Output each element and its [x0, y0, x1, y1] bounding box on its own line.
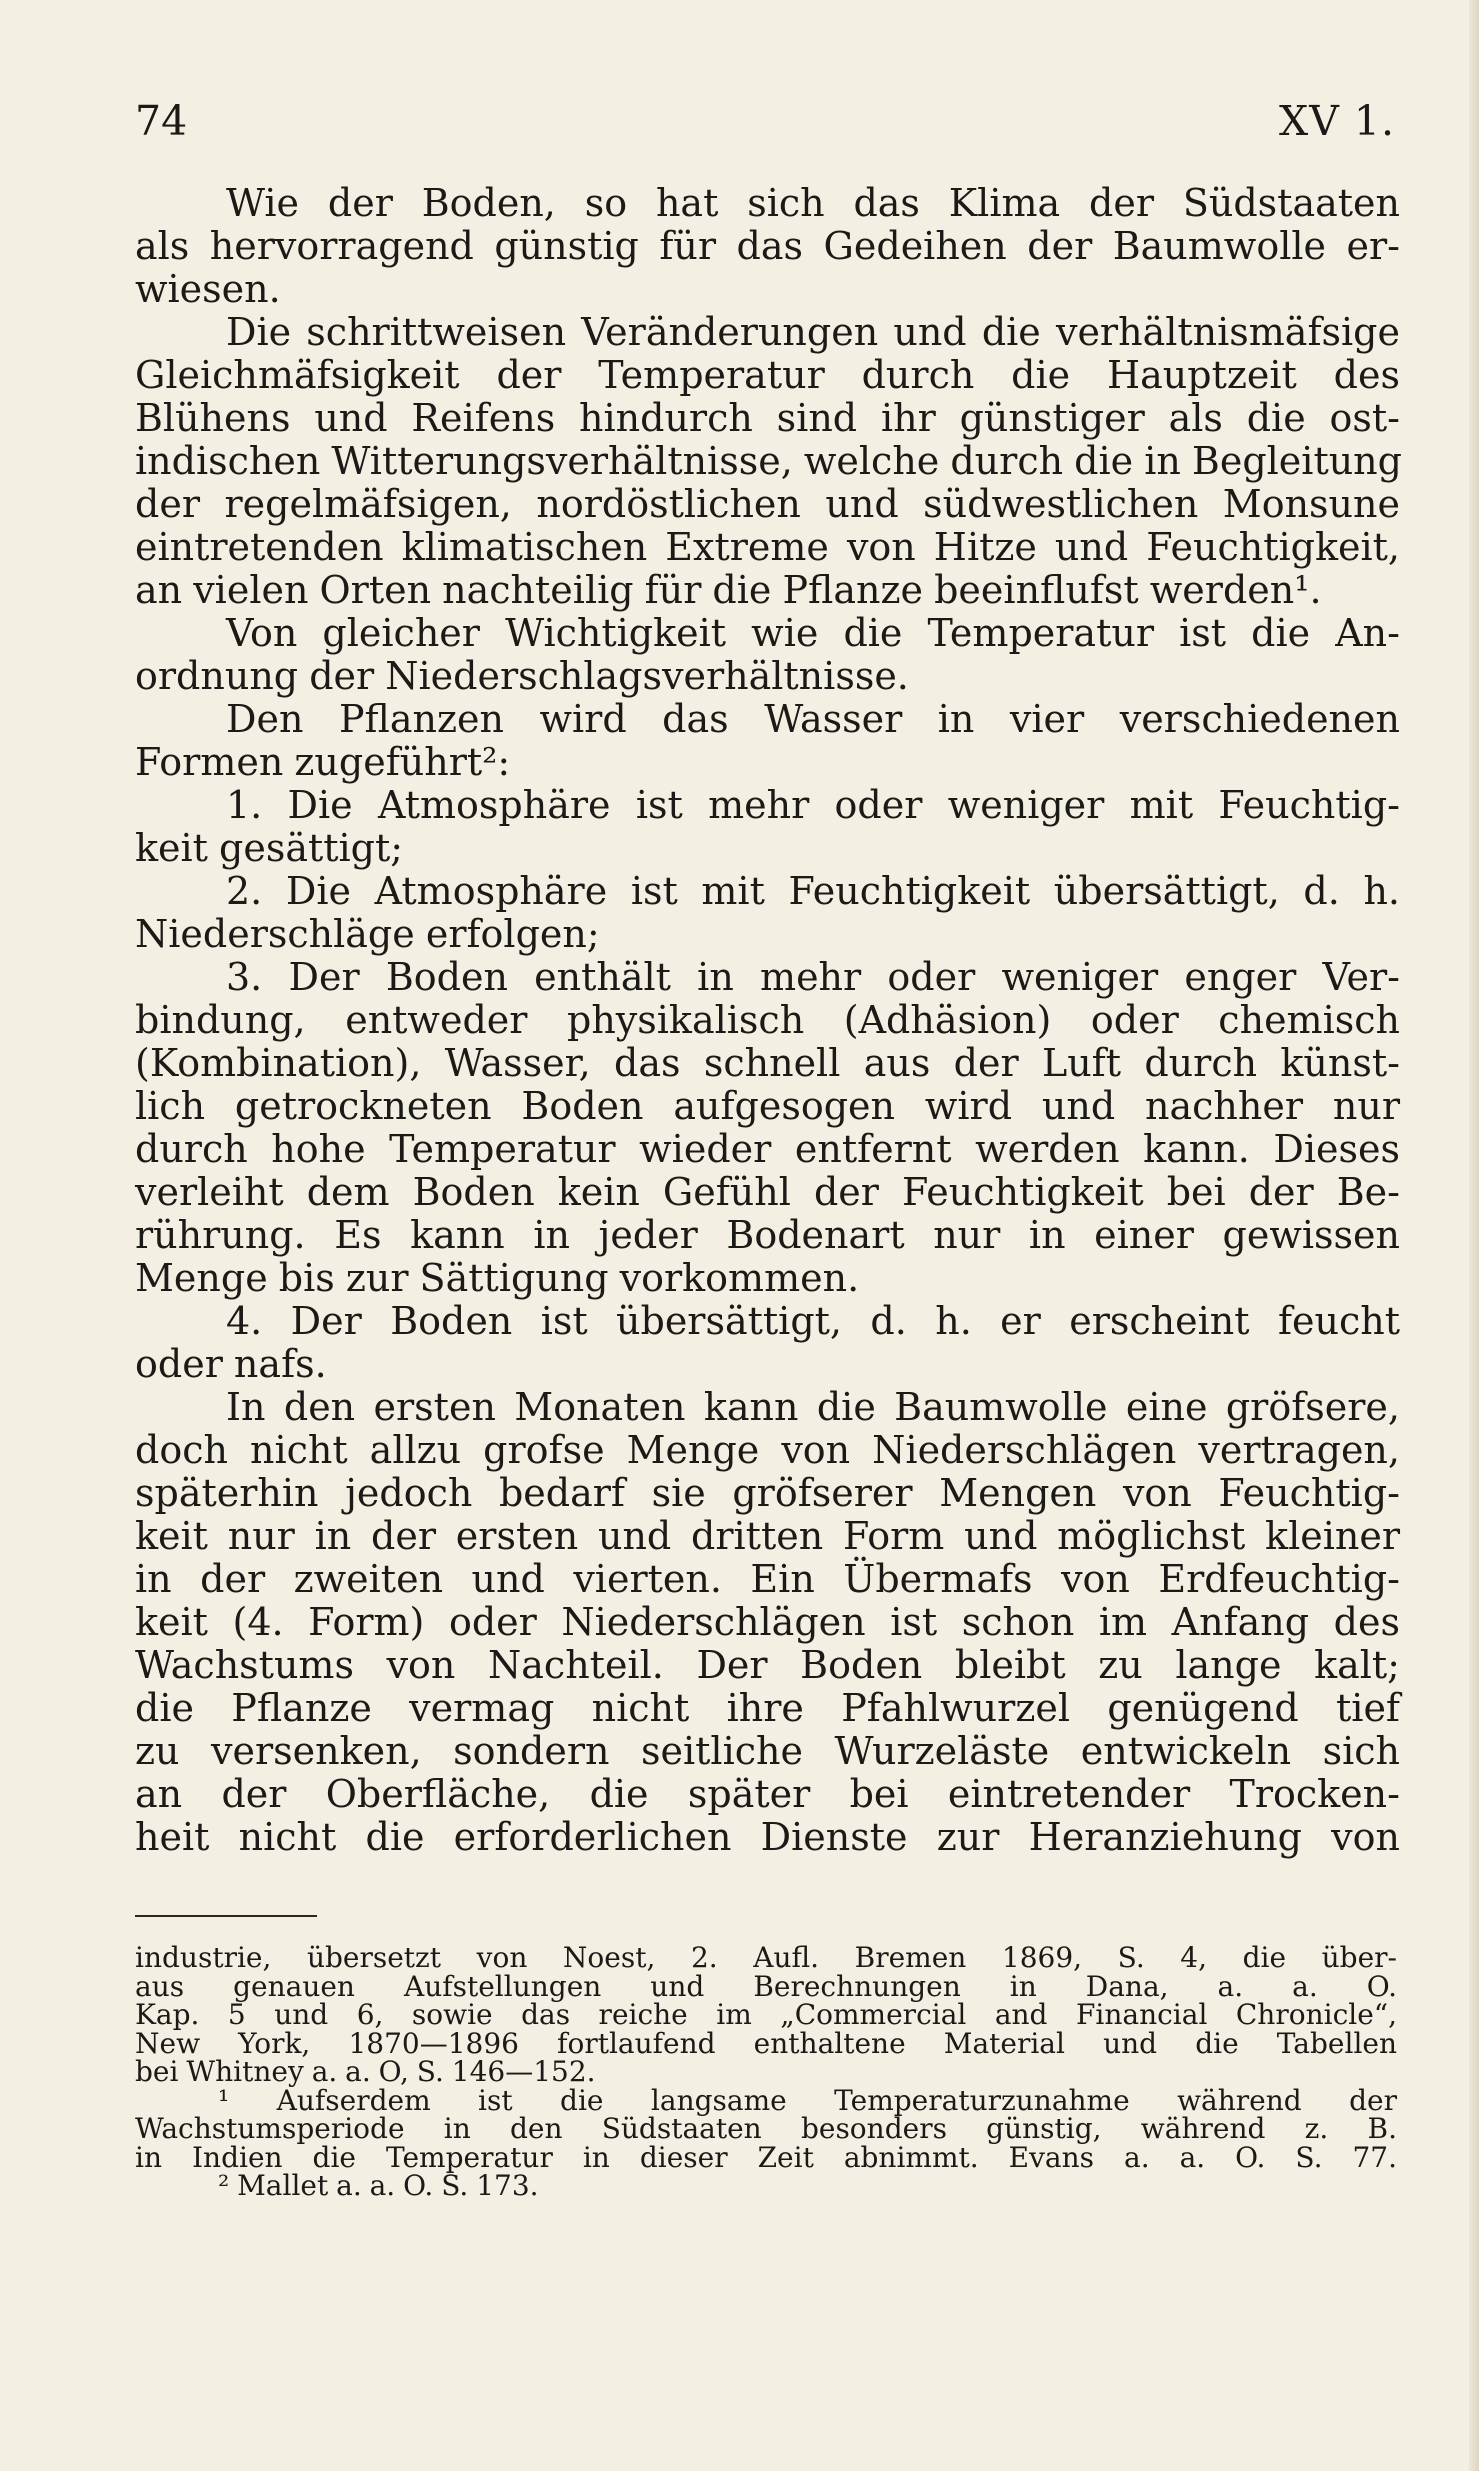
- text-line: Von gleicher Wichtigkeit wie die Temperatur ist die An-: [226, 611, 1400, 655]
- text-line: Den Pflanzen wird das Wasser in vier verschiedenen: [226, 697, 1400, 741]
- text-line: die Pflanze vermag nicht ihre Pfahlwurzel genügend tief: [135, 1686, 1400, 1730]
- running-header: [135, 98, 1395, 144]
- footnotes: [135, 1941, 1397, 2202]
- footnote-line: Wachstumsperiode in den Südstaaten besonders günstig, während z. B.: [135, 2112, 1397, 2145]
- text-line: (Kombination), Wasser, das schnell aus der Luft durch künst-: [135, 1041, 1400, 1085]
- text-line: Niederschläge erfolgen;: [135, 912, 600, 956]
- text-line: lich getrockneten Boden aufgesogen wird und nachher nur: [135, 1084, 1400, 1128]
- text-line: Die schrittweisen Veränderungen und die verhältnismäfsige: [226, 310, 1400, 354]
- text-line: eintretenden klimatischen Extreme von Hitze und Feuchtigkeit,: [135, 525, 1400, 569]
- text-line: keit nur in der ersten und dritten Form und möglichst kleiner: [135, 1514, 1400, 1558]
- text-line: bindung, entweder physikalisch (Adhäsion) oder chemisch: [135, 998, 1400, 1042]
- text-line: in der zweiten und vierten. Ein Übermafs von Erdfeuchtig-: [135, 1557, 1400, 1601]
- footnote-line: industrie, übersetzt von Noest, 2. Aufl. Bremen 1869, S. 4, die über-: [135, 1941, 1397, 1974]
- page-edge-shadow: [1469, 0, 1479, 2471]
- text-line: 2. Die Atmosphäre ist mit Feuchtigkeit übersättigt, d. h.: [226, 869, 1400, 913]
- text-line: 4. Der Boden ist übersättigt, d. h. er erscheint feucht: [226, 1299, 1400, 1343]
- main-text: [135, 182, 1400, 1859]
- footnote-line: in Indien die Temperatur in dieser Zeit abnimmt. Evans a. a. O. S. 77.: [135, 2140, 1397, 2174]
- text-line: In den ersten Monaten kann die Baumwolle eine gröfsere,: [226, 1385, 1400, 1429]
- text-line: der regelmäfsigen, nordöstlichen und südwestlichen Monsune: [135, 482, 1400, 526]
- text-line: Blühens und Reifens hindurch sind ihr günstiger als die ost-: [135, 396, 1400, 440]
- text-line: verleiht dem Boden kein Gefühl der Feuchtigkeit bei der Be-: [135, 1170, 1400, 1214]
- footnote-line: bei Whitney a. a. O, S. 146—152.: [135, 2055, 596, 2088]
- text-line: an der Oberfläche, die später bei eintretender Trocken-: [135, 1772, 1400, 1816]
- text-line: Wachstums von Nachteil. Der Boden bleibt zu lange kalt;: [135, 1643, 1400, 1687]
- text-line: ordnung der Niederschlagsverhältnisse.: [135, 654, 909, 698]
- text-line: wiesen.: [135, 267, 281, 311]
- text-line: späterhin jedoch bedarf sie gröfserer Mengen von Feuchtig-: [135, 1471, 1400, 1515]
- footnote-rule: [135, 1915, 317, 1917]
- text-line: Formen zugeführt²:: [135, 740, 511, 784]
- text-line: heit nicht die erforderlichen Dienste zur Heranziehung von: [135, 1815, 1400, 1859]
- footnote-line: Kap. 5 und 6, sowie das reiche im „Commercial and Financial Chronicle“,: [135, 1998, 1397, 2031]
- text-line: durch hohe Temperatur wieder entfernt werden kann. Dieses: [135, 1127, 1400, 1171]
- text-line: indischen Witterungsverhältnisse, welche durch die in Begleitung: [135, 439, 1402, 483]
- text-line: doch nicht allzu grofse Menge von Niederschlägen vertragen,: [135, 1428, 1400, 1472]
- text-line: 1. Die Atmosphäre ist mehr oder weniger mit Feuchtig-: [226, 783, 1400, 827]
- text-line: zu versenken, sondern seitliche Wurzeläste entwickeln sich: [135, 1729, 1400, 1773]
- signature-mark: XV 1.: [1279, 97, 1395, 145]
- text-line: Menge bis zur Sättigung vorkommen.: [135, 1256, 860, 1300]
- text-line: rührung. Es kann in jeder Bodenart nur in einer gewissen: [135, 1213, 1400, 1257]
- text-line: keit gesättigt;: [135, 826, 404, 870]
- page-number: 74: [135, 97, 188, 145]
- text-line: Wie der Boden, so hat sich das Klima der Südstaaten: [226, 181, 1400, 225]
- footnote-line: aus genauen Aufstellungen und Berechnungen in Dana, a. a. O.: [135, 1969, 1397, 2003]
- footnote-line: ¹ Aufserdem ist die langsame Temperaturzunahme während der: [218, 2083, 1397, 2117]
- text-line: Gleichmäfsigkeit der Temperatur durch die Hauptzeit des: [135, 353, 1400, 397]
- text-line: als hervorragend günstig für das Gedeihen der Baumwolle er-: [135, 224, 1400, 268]
- text-line: 3. Der Boden enthält in mehr oder weniger enger Ver-: [226, 955, 1400, 999]
- footnote-line: ² Mallet a. a. O. S. 173.: [218, 2169, 539, 2202]
- text-line: keit (4. Form) oder Niederschlägen ist schon im Anfang des: [135, 1600, 1400, 1644]
- text-line: oder nafs.: [135, 1342, 327, 1386]
- text-line: an vielen Orten nachteilig für die Pflanze beeinflufst werden¹.: [135, 568, 1322, 612]
- footnote-line: New York, 1870—1896 fortlaufend enthaltene Material und die Tabellen: [135, 2026, 1397, 2060]
